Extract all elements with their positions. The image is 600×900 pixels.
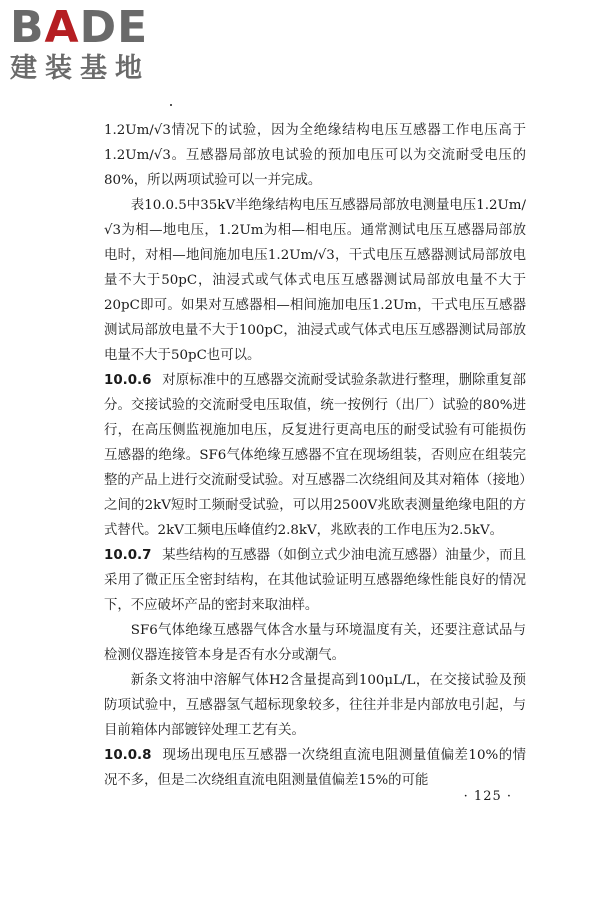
paragraph	[104, 193, 526, 368]
paragraph-text: 1.2Um/√3情况下的试验，因为全绝缘结构电压互感器工作电压高于1.2Um/√3。互感器局部放电试验的预加电压可以为交流耐受电压的80%，所以两项试验可以一并完成。	[104, 123, 526, 188]
paragraph	[104, 618, 526, 668]
clause-number: 10.0.6	[104, 373, 152, 388]
clause-10-0-8	[104, 743, 526, 793]
logo-wordmark: BADE	[10, 2, 149, 53]
paragraph-text: 现场出现电压互感器一次绕组直流电阻测量值偏差10%的情况不多，但是二次绕组直流电阻测量值偏差15%的可能	[104, 748, 526, 788]
bade-logo	[10, 2, 180, 91]
paragraph-text: 某些结构的互感器（如倒立式少油电流互感器）油量少，而且采用了微正压全密封结构，在其他试验证明互感器绝缘性能良好的情况下，不应破坏产品的密封来取油样。	[104, 548, 526, 613]
paragraph	[104, 118, 526, 193]
paragraph-text: SF6气体绝缘互感器气体含水量与环境温度有关，还要注意试品与检测仪器连接管本身是否有水分或潮气。	[104, 623, 526, 663]
decorative-dot	[170, 104, 172, 106]
clause-number: 10.0.8	[104, 748, 152, 763]
paragraph	[104, 668, 526, 743]
paragraph-text: 表10.0.5中35kV半绝缘结构电压互感器局部放电测量电压1.2Um/√3为相—地电压，1.2Um为相—相电压。通常测试电压互感器局部放电时，对相—地间施加电压1.2Um/√3，干式电压互感器测试局部放电量不大于50pC，油浸式或气体式电压互感器测试局部放电量不大于20pC即可。如果对互感器相—相间施加电压1.2Um，干式电压互感器测试局部放电量不大于100pC，油浸式或气体式电压互感器测试局部放电量不大于50pC也可以。	[104, 198, 526, 363]
page-body	[104, 118, 526, 793]
clause-10-0-6	[104, 368, 526, 543]
logo-subtitle: 建装基地	[10, 53, 150, 84]
clause-10-0-7	[104, 543, 526, 618]
clause-number: 10.0.7	[104, 548, 152, 563]
page-number: · 125 ·	[463, 789, 512, 804]
logo-a-icon: A	[44, 2, 80, 53]
paragraph-text: 新条文将油中溶解气体H2含量提高到100μL/L，在交接试验及预防项试验中，互感器氢气超标现象较多，往往并非是内部放电引起，与目前箱体内部镀锌处理工艺有关。	[104, 673, 526, 738]
paragraph-text: 对原标准中的互感器交流耐受试验条款进行整理，删除重复部分。交接试验的交流耐受电压取值，统一按例行（出厂）试验的80%进行，在高压侧监视施加电压，反复进行更高电压的耐受试验有可能损伤互感器的绝缘。SF6气体绝缘互感器不宜在现场组装，否则应在组装完整的产品上进行交流耐受试验。对互感器二次绕组间及其对箱体（接地）之间的2kV短时工频耐受试验，可以用2500V兆欧表测量绝缘电阻的方式替代。2kV工频电压峰值约2.8kV，兆欧表的工作电压为2.5kV。	[104, 373, 526, 538]
